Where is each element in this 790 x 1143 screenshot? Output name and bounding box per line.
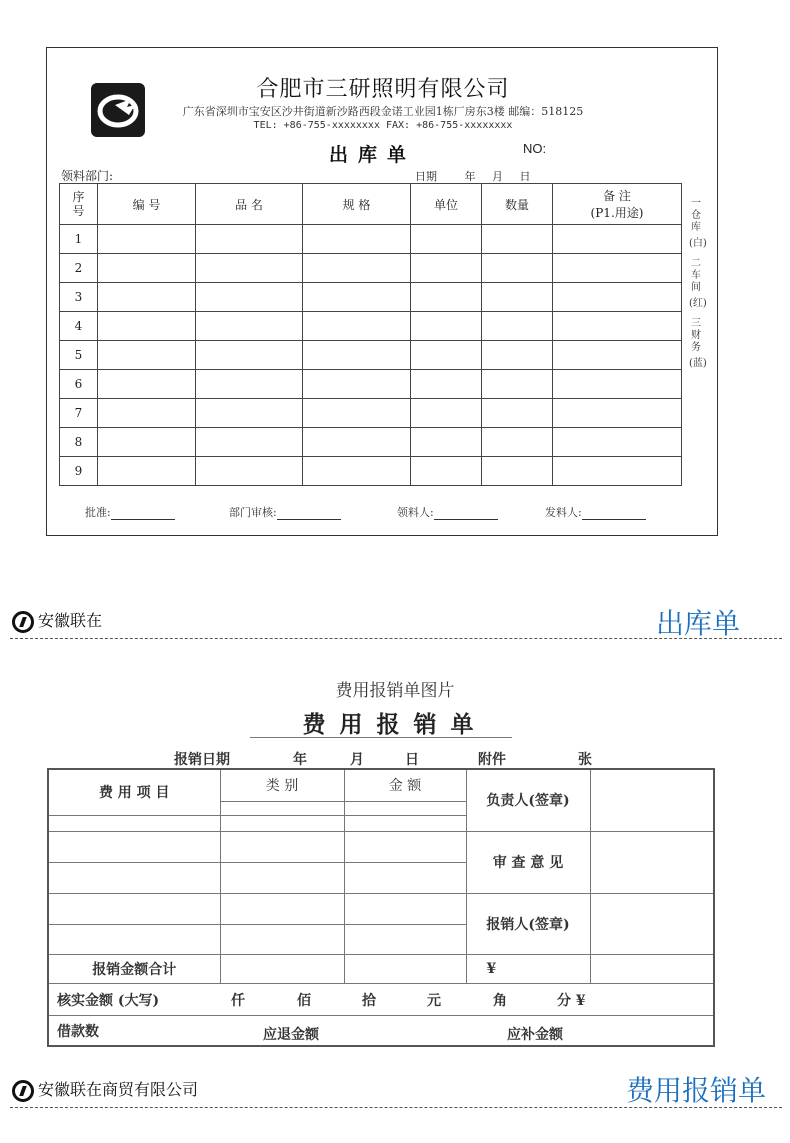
supplement-label: 应补金额 (507, 1026, 563, 1043)
table-row (60, 370, 682, 399)
review-cell[interactable] (590, 831, 714, 893)
date-year: 年 (293, 752, 307, 768)
date-month: 月 (350, 752, 364, 768)
total-label: 报销金额合计 (48, 954, 220, 983)
col-header-unit: 单位 (411, 184, 482, 225)
col-expense-item: 费 用 项 目 (48, 769, 220, 815)
loan-label: 借款数 (57, 1023, 99, 1040)
copy-3: 三财务 (691, 318, 701, 353)
col-header-spec: 规 格 (303, 184, 411, 225)
doc-title: 出库单 (329, 144, 417, 166)
sig-receiver[interactable]: 领料人: (397, 504, 498, 520)
row-number: 4 (60, 312, 98, 341)
sig-approve[interactable]: 批准: (85, 504, 175, 520)
brand-label-1: 安徽联在 (12, 608, 102, 633)
unit-jiao: 角 (493, 992, 507, 1009)
company-contact: TEL: +86-755-xxxxxxxx FAX: +86-755-xxxxxxxx (253, 120, 513, 131)
review-label: 审 查 意 见 (466, 831, 590, 893)
table-row (60, 254, 682, 283)
copy-1-color: (白) (689, 238, 707, 249)
table-row (60, 399, 682, 428)
person-in-charge-cell[interactable] (590, 769, 714, 831)
company-name: 合肥市三研照明有限公司 (256, 77, 510, 102)
brand-logo-icon (12, 1080, 34, 1102)
col-amount: 金 额 (344, 769, 466, 801)
copy-3-color: (蓝) (689, 358, 707, 369)
row-number: 9 (60, 457, 98, 486)
reimburse-date-label: 报销日期 (174, 752, 230, 768)
brand-label-2: 安徽联在商贸有限公司 (12, 1077, 198, 1102)
company-address: 广东省深圳市宝安区沙井街道新沙路西段金诺工业园1栋厂房东3楼 邮编：518125 (182, 105, 584, 118)
col-category: 类 别 (220, 769, 344, 801)
row-number: 1 (60, 225, 98, 254)
copy-distribution (689, 198, 707, 370)
table-row (60, 225, 682, 254)
col-header-code: 编 号 (98, 184, 196, 225)
verified-amount-row[interactable] (48, 983, 714, 1015)
sig-dept-review[interactable]: 部门审核: (229, 504, 341, 520)
unit-fen: 分 ¥ (557, 992, 586, 1009)
col-header-name: 品 名 (196, 184, 303, 225)
dashed-divider (10, 638, 782, 639)
row-number: 7 (60, 399, 98, 428)
row-number: 8 (60, 428, 98, 457)
dashed-divider (10, 1107, 782, 1108)
row-number: 6 (60, 370, 98, 399)
date-field[interactable]: 日期 年 月 日 (415, 170, 531, 183)
outbound-table (59, 183, 682, 486)
verified-label: 核实金额 (大写) (57, 992, 160, 1009)
row-number: 2 (60, 254, 98, 283)
title-underline (250, 737, 512, 738)
reimburse-image-label: 费用报销单图片 (335, 681, 455, 701)
table-row (60, 312, 682, 341)
sig-issuer[interactable]: 发料人: (545, 504, 646, 520)
total-yen[interactable]: ¥ (466, 954, 590, 983)
attach-unit: 张 (578, 752, 592, 768)
loan-row[interactable] (48, 1015, 714, 1046)
unit-hundred: 佰 (297, 992, 311, 1009)
copy-2-color: (红) (689, 298, 707, 309)
dept-field[interactable] (61, 167, 228, 184)
outbound-form (46, 47, 718, 536)
person-in-charge-label: 负责人(签章) (466, 769, 590, 831)
col-header-seq: 序号 (60, 184, 98, 225)
reimburse-table (47, 768, 715, 1047)
row-number: 5 (60, 341, 98, 370)
table-row (60, 283, 682, 312)
copy-1: 一仓库 (691, 198, 701, 233)
section-caption-reimburse: 费用报销单 (626, 1075, 767, 1106)
refund-label: 应退金额 (263, 1026, 319, 1043)
dept-label: 领料部门: (61, 169, 114, 183)
table-row (60, 341, 682, 370)
claimant-cell[interactable] (590, 893, 714, 954)
section-caption-outbound: 出库单 (656, 608, 741, 639)
table-row (60, 428, 682, 457)
table-header-row (60, 184, 682, 225)
unit-ten: 拾 (362, 992, 376, 1009)
attach-label: 附件 (478, 752, 506, 768)
table-row (60, 457, 682, 486)
reimburse-title: 费用报销单 (302, 711, 488, 738)
row-number: 3 (60, 283, 98, 312)
unit-yuan: 元 (427, 992, 441, 1009)
date-day: 日 (405, 752, 419, 768)
col-header-remark: 备 注 (P1.用途) (553, 184, 682, 225)
brand-logo-icon (12, 611, 34, 633)
copy-2: 二车间 (691, 258, 701, 293)
col-header-qty: 数量 (482, 184, 553, 225)
doc-number-label: NO: (523, 141, 547, 156)
unit-thousand: 仟 (231, 992, 245, 1009)
claimant-label: 报销人(签章) (466, 893, 590, 954)
